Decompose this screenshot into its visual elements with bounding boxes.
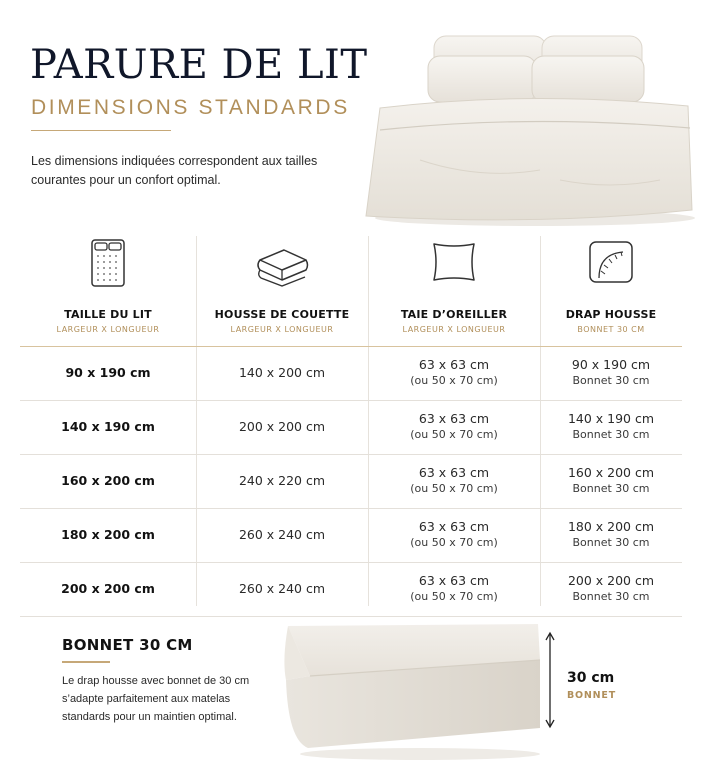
column-header-pillow <box>368 228 540 346</box>
sheet-bonnet-value: Bonnet 30 cm <box>572 428 650 441</box>
sheet-value: 90 x 190 cm <box>571 357 651 372</box>
page-subtitle: DIMENSIONS STANDARDS <box>31 96 350 119</box>
sheet-bonnet-value: Bonnet 30 cm <box>572 374 650 387</box>
bonnet-height-value: 30 cm <box>567 670 615 686</box>
duvet-value: 240 x 220 cm <box>238 473 326 488</box>
column-label: TAIE D’OREILLER <box>400 308 508 321</box>
pillow-value: 63 x 63 cm <box>418 411 490 426</box>
page-title: PARURE DE LIT <box>30 42 368 88</box>
sheet-bonnet-value: Bonnet 30 cm <box>572 590 650 603</box>
pillow-alt-value: (ou 50 x 70 cm) <box>410 536 498 549</box>
pillow-cell <box>368 400 540 454</box>
bed-size-cell <box>20 346 196 400</box>
bed-size-cell <box>20 508 196 562</box>
pillow-value: 63 x 63 cm <box>418 519 490 534</box>
bonnet-divider <box>62 661 110 663</box>
pillow-cell <box>368 508 540 562</box>
sheet-value: 140 x 190 cm <box>567 411 655 426</box>
bonnet-title: BONNET 30 CM <box>62 636 193 654</box>
bed-icon <box>78 234 138 290</box>
column-sublabel: LARGEUR X LONGUEUR <box>230 325 334 334</box>
bed-size-value: 160 x 200 cm <box>61 473 155 488</box>
table-row <box>20 508 682 562</box>
bonnet-description: Le drap housse avec bonnet de 30 cm s’adapte parfaitement aux matelas standards pour un maintien optimal. <box>62 675 250 723</box>
pillow-value: 63 x 63 cm <box>418 357 490 372</box>
duvet-value: 140 x 200 cm <box>238 365 326 380</box>
pillow-alt-value: (ou 50 x 70 cm) <box>410 590 498 603</box>
duvet-cell <box>196 400 368 454</box>
bed-size-value: 140 x 190 cm <box>61 419 155 434</box>
sheet-bonnet-value: Bonnet 30 cm <box>572 536 650 549</box>
pillow-cell <box>368 346 540 400</box>
pillow-cell <box>368 454 540 508</box>
fitted-sheet-icon <box>581 234 641 290</box>
bed-size-value: 180 x 200 cm <box>61 527 155 542</box>
duvet-value: 200 x 200 cm <box>238 419 326 434</box>
bed-size-cell <box>20 454 196 508</box>
sheet-value: 200 x 200 cm <box>567 573 655 588</box>
column-sublabel: LARGEUR X LONGUEUR <box>402 325 506 334</box>
row-divider <box>20 616 682 617</box>
column-header-fitted-sheet <box>540 228 682 346</box>
column-sublabel: BONNET 30 CM <box>577 325 645 334</box>
bed-size-cell <box>20 400 196 454</box>
duvet-value: 260 x 240 cm <box>238 581 326 596</box>
bed-illustration <box>360 30 700 230</box>
sheet-value: 160 x 200 cm <box>567 465 655 480</box>
column-header-bed-size <box>20 228 196 346</box>
title-divider <box>31 130 171 131</box>
height-arrow-icon <box>540 630 570 730</box>
sheet-cell <box>540 346 682 400</box>
pillow-alt-value: (ou 50 x 70 cm) <box>410 428 498 441</box>
sheet-cell <box>540 400 682 454</box>
column-label: DRAP HOUSSE <box>565 308 657 321</box>
pillow-cell <box>368 562 540 616</box>
pillow-value: 63 x 63 cm <box>418 465 490 480</box>
table-row <box>20 562 682 616</box>
column-header-duvet <box>196 228 368 346</box>
duvet-cell <box>196 562 368 616</box>
pillow-alt-value: (ou 50 x 70 cm) <box>410 482 498 495</box>
bed-size-cell <box>20 562 196 616</box>
pillow-icon <box>424 234 484 290</box>
sheet-value: 180 x 200 cm <box>567 519 655 534</box>
bonnet-height-label: BONNET <box>567 690 616 701</box>
intro-text: Les dimensions indiquées correspondent aux tailles courantes pour un confort optimal. <box>31 154 318 187</box>
duvet-cell <box>196 346 368 400</box>
column-label: TAILLE DU LIT <box>64 308 152 321</box>
duvet-value: 260 x 240 cm <box>238 527 326 542</box>
table-row <box>20 454 682 508</box>
bed-size-value: 90 x 190 cm <box>65 365 151 380</box>
mattress-illustration <box>280 620 550 768</box>
sheet-bonnet-value: Bonnet 30 cm <box>572 482 650 495</box>
sheet-cell <box>540 508 682 562</box>
table-header <box>20 228 682 346</box>
table-row <box>20 346 682 400</box>
bed-size-value: 200 x 200 cm <box>61 581 155 596</box>
sheet-cell <box>540 562 682 616</box>
pillow-value: 63 x 63 cm <box>418 573 490 588</box>
sheet-cell <box>540 454 682 508</box>
duvet-cell <box>196 508 368 562</box>
table-row <box>20 400 682 454</box>
column-label: HOUSSE DE COUETTE <box>214 308 350 321</box>
pillow-alt-value: (ou 50 x 70 cm) <box>410 374 498 387</box>
column-sublabel: LARGEUR X LONGUEUR <box>56 325 160 334</box>
folded-duvet-icon <box>252 234 312 290</box>
duvet-cell <box>196 454 368 508</box>
